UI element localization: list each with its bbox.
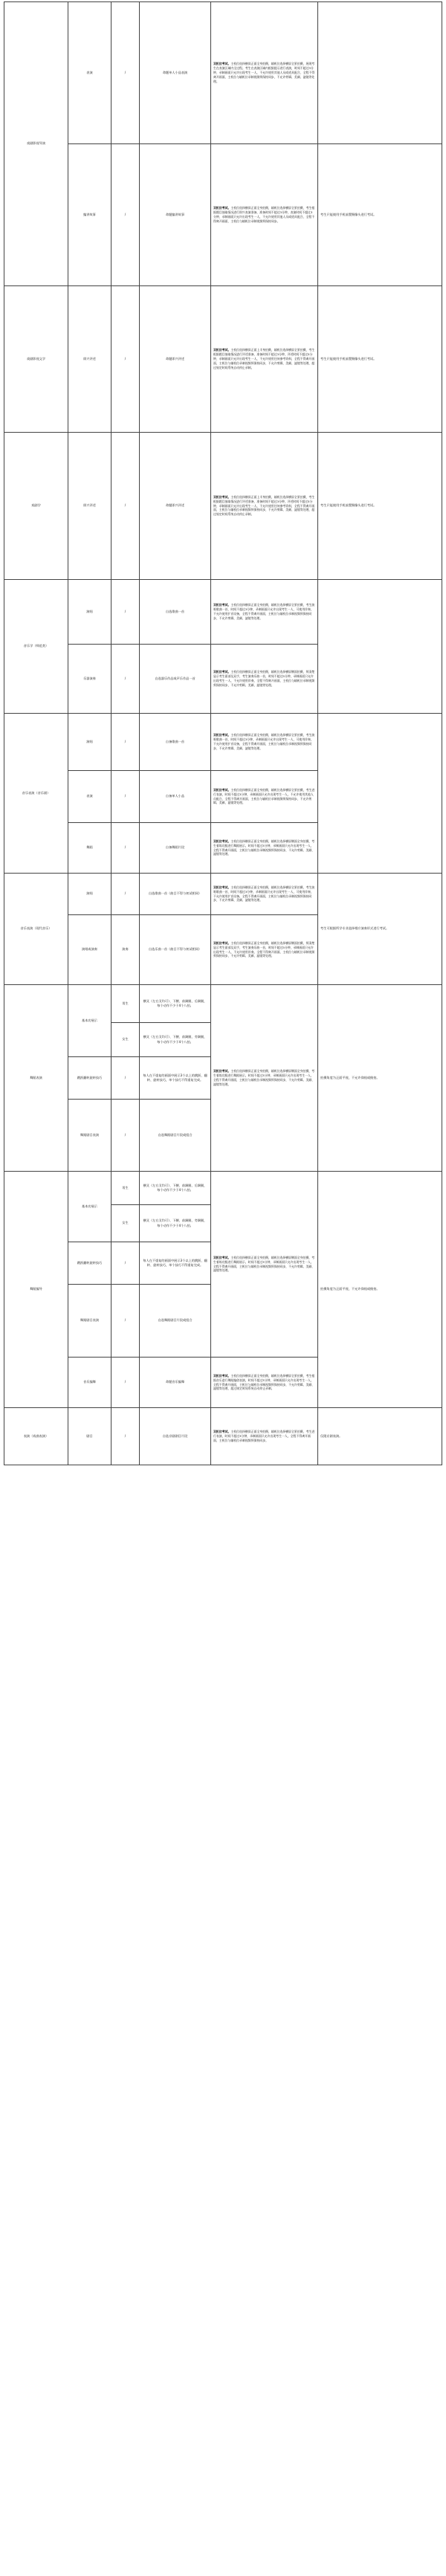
- requirement-cell: 双机位考试。主机位选择横屏正面全身拍摄，辅机位选择横屏侧面全身拍摄，考生着练功服进行舞蹈展示，时间不超过3分钟，录制画面只允许出现考生一人，全程不得离开画面，主机位与辅机位录制视频须保持同步，不允许剪辑、美颜、滤镜等处理。: [211, 823, 318, 874]
- category-cell: /: [112, 286, 140, 433]
- category-cell: /: [112, 771, 140, 823]
- content-cell: 自选舞蹈剧目片段或组合: [140, 1100, 211, 1172]
- category-cell: 男生: [112, 985, 140, 1023]
- category-cell: /: [112, 433, 140, 580]
- requirement-cell: 双机位考试。主机位选择横屏正面全身拍摄，辅机位选择横屏侧面拍摄，须清楚显示考生面部及双手，考生演奏乐曲一首，时间不超过5分钟，录制画面只允许出现考生一人，不允许使用伴奏，全程不得离开画面，主机位与辅机位录制视频须保持同步，不允许剪辑、美颜、滤镜等处理。: [211, 645, 318, 714]
- note-cell: 拍摄角度为正面平视，不允许仰视或俯拍。: [318, 985, 442, 1172]
- content-cell: 自备歌曲一首: [140, 714, 211, 771]
- category-cell: /: [112, 1057, 140, 1100]
- major-cell: 舞蹈表演: [4, 985, 68, 1172]
- note-cell: 拍摄角度为正面平视，不允许仰视或俯拍。: [318, 1172, 442, 1408]
- category-cell: /: [112, 1100, 140, 1172]
- requirement-cell: 双机位考试。主机位选择横屏正面全身拍摄，辅机位选择横屏全景拍摄，展现考生在表演区域内全过程。考生在表演区域内根据提示进行表演，时间不超过3分钟，录制画面只允许出现考生一人，不允许使用其他人员或道具配合，全程不得离开画面，主机位与辅机位录制视频须保持同步，不允许剪辑、美颜、滤镜等处理。: [211, 2, 318, 144]
- note-cell: [318, 714, 442, 874]
- major-cell: 舞蹈编导: [4, 1172, 68, 1408]
- note-cell: 考生可根据所学专业选择相应演奏形式进行考试。: [318, 874, 442, 985]
- requirement-cell: 双机位考试。主机位选择横屏正面全身拍摄，辅机位选择横屏全景拍摄，考生演唱歌曲一首，时间不超过3分钟，录制画面只允许出现考生一人，可使用伴奏，不允许使用扩音设备，全程不得离开画面，主机位与辅机位录制视频须保持同步，不允许剪辑、美颜、滤镜等处理。: [211, 714, 318, 771]
- subject-cell: 表演: [68, 771, 112, 823]
- category-cell: /: [112, 874, 140, 915]
- requirement-cell: 双机位考试。主机位选择横屏正面上半身拍摄，辅机位选择横屏全景拍摄，考生根据题目抽取情况进行评述准备，准备时间不超过3分钟，评述时间不超过5分钟，录制画面只允许出现考生一人，不允许使用任何参考资料，全程不得离开画面，主机位与辅机位录制视频须保持同步，不允许剪辑、美颜、滤镜等处理，超过规定时间系统自动停止录制。: [211, 286, 318, 433]
- content-cell: 横叉（左右叉均可）、下腰、前踢腿、旁踢腿，每个动作不少于4个八拍。: [140, 1023, 211, 1057]
- table-row: [4, 874, 442, 915]
- requirement-cell: 双机位考试。主机位选择横屏正面全身拍摄，辅机位选择横屏全景拍摄，考生演唱歌曲一首，时间不超过3分钟，录制画面只允许出现考生一人，可使用伴奏，不允许使用扩音设备，全程不得离开画面，主机位与辅机位录制视频须保持同步，不允许剪辑、美颜、滤镜等处理。: [211, 874, 318, 915]
- subject-cell: 音乐编舞: [68, 1358, 112, 1408]
- table-row: [4, 286, 442, 433]
- content-cell: 命题即兴评述: [140, 286, 211, 433]
- requirement-cell: 双机位考试。主机位选择横屏正面全身拍摄，辅机位选择横屏全景拍摄，考生根据题目抽取情况进行即兴表演准备，准备时间不超过3分钟，表演时间不超过3分钟，录制画面只允许出现考生一人，不允许使用其他人员或道具配合，全程不得离开画面，主机位与辅机位录制视频须保持同步。: [211, 144, 318, 286]
- category-cell: /: [112, 1242, 140, 1285]
- requirement-cell: 双机位考试。主机位选择横屏正面全身拍摄，辅机位选择横屏侧面拍摄，须清楚显示考生面部及双手，考生演奏乐曲一首，时间不超过5分钟，录制画面只允许出现考生一人，不允许使用伴奏，全程不得离开画面，主机位与辅机位录制视频须保持同步，不允许剪辑、美颜、滤镜等处理。: [211, 915, 318, 985]
- major-cell: 音乐学（师范类）: [4, 580, 68, 714]
- exam-requirements-table: [4, 1, 442, 1465]
- note-cell: [318, 580, 442, 714]
- subject-cell: 演唱或演奏: [68, 915, 112, 985]
- content-cell: 命题音乐编舞: [140, 1358, 211, 1408]
- table-row: [4, 985, 442, 1023]
- note-cell: 考生只能使用手机前置摄像头进行考试。: [318, 433, 442, 580]
- subject-cell: 基本功展示: [68, 985, 112, 1057]
- table-row: [4, 144, 442, 286]
- major-cell: 戏剧影视文学: [4, 286, 68, 433]
- table-row: [4, 1408, 442, 1465]
- content-cell: 自选舞蹈剧目片段或组合: [140, 1285, 211, 1358]
- content-cell: 自选乐曲一首（曲目不得与初试相同）: [140, 915, 211, 985]
- major-cell: 戏剧影视导演: [4, 2, 68, 286]
- requirement-cell: 双机位考试。主机位选择横屏正面全身拍摄，辅机位选择横屏全景拍摄，考生进行表演，时间不超过3分钟，录制画面只允许出现考生一人，不允许使用其他人员配合，全程不得离开画面，主机位与辅机位录制视频须保持同步，不允许剪辑、美颜、滤镜等处理。: [211, 771, 318, 823]
- table-row: [4, 433, 442, 580]
- content-cell: 命题单人小品表演: [140, 2, 211, 144]
- content-cell: 每人在不重复的画面中展示3个以上的跳跃、翻转、旋转技巧，单个技巧不得重复完成。: [140, 1242, 211, 1285]
- content-cell: 自备舞蹈片段: [140, 823, 211, 874]
- category-cell: /: [112, 1358, 140, 1408]
- subject-cell: 舞蹈剧目表演: [68, 1100, 112, 1172]
- category-cell: /: [112, 580, 140, 645]
- subject-cell: 剧目: [68, 1408, 112, 1465]
- category-cell: /: [112, 1408, 140, 1465]
- content-cell: 自选器乐作品或声乐作品一首: [140, 645, 211, 714]
- subject-cell: 基本功展示: [68, 1172, 112, 1242]
- subject-cell: 演唱: [68, 874, 112, 915]
- requirement-cell: 双机位考试。主机位选择横屏正面全身拍摄，辅机位选择横屏侧面全身拍摄，考生着练功服进行舞蹈展示，时间不超过3分钟，录制画面只允许出现考生一人，全程不得离开画面，主机位与辅机位录制视频须保持同步，不允许剪辑、美颜、滤镜等处理。: [211, 1172, 318, 1358]
- category-cell: /: [112, 144, 140, 286]
- requirement-cell: 双机位考试。主机位选择横屏正面全身拍摄，辅机位选择横屏全景拍摄，考生根据音乐进行舞蹈编创表演，时间不超过3分钟，录制画面只允许出现考生一人，全程不得离开画面，主机位与辅机位录制视频须保持同步，不允许剪辑、美颜、滤镜等处理，超过规定时间系统自动停止录制。: [211, 1358, 318, 1408]
- subject-cell: 舞蹈剧目表演: [68, 1285, 112, 1358]
- subject-cell: 舞蹈: [68, 823, 112, 874]
- major-cell: 音乐表演（音乐剧）: [4, 714, 68, 874]
- category-cell: /: [112, 645, 140, 714]
- content-cell: 自选歌曲一首（曲目不得与初试相同）: [140, 874, 211, 915]
- requirement-cell: 双机位考试。主机位选择横屏正面全身拍摄，辅机位选择横屏全景拍摄，考生进行表演，时间不超过3分钟，录制画面只允许出现考生一人，全程不得离开画面，主机位与辅机位录制视频须保持同步。: [211, 1408, 318, 1465]
- content-cell: 命题即兴评述: [140, 433, 211, 580]
- requirement-cell: 双机位考试。主机位选择横屏正面全身拍摄，辅机位选择横屏全景拍摄，考生演唱歌曲一首，时间不超过3分钟，录制画面只允许出现考生一人，可使用伴奏，不允许使用扩音设备，全程不得离开画面，主机位与辅机位录制视频须保持同步，不允许剪辑、美颜、滤镜等处理。: [211, 580, 318, 645]
- requirement-cell: 双机位考试。主机位选择横屏正面上半身拍摄，辅机位选择横屏全景拍摄，考生根据题目抽取情况进行评述准备，准备时间不超过3分钟，评述时间不超过5分钟，录制画面只允许出现考生一人，不允许使用任何参考资料，全程不得离开画面，主机位与辅机位录制视频须保持同步，不允许剪辑、美颜、滤镜等处理，超过规定时间系统自动停止录制。: [211, 433, 318, 580]
- subject-cell: 即兴评述: [68, 433, 112, 580]
- subject-cell: 编讲故事: [68, 144, 112, 286]
- table-row: [4, 2, 442, 144]
- note-cell: 考生只能使用手机前置摄像头进行考试。: [318, 144, 442, 286]
- category-cell: 演奏: [112, 915, 140, 985]
- subject-cell: 跳跃翻转旋转技巧: [68, 1242, 112, 1285]
- content-cell: 横叉（左右叉均可）、下腰、前踢腿、后踢腿，每个动作不少于4个八拍。: [140, 1172, 211, 1205]
- content-cell: 横叉（左右叉均可）、下腰、前踢腿、后踢腿，每个动作不少于4个八拍。: [140, 985, 211, 1023]
- content-cell: 自选京剧剧目片段: [140, 1408, 211, 1465]
- content-cell: 自选歌曲一首: [140, 580, 211, 645]
- content-cell: 横叉（左右叉均可）、下腰、前踢腿、旁踢腿，每个动作不少于4个八拍。: [140, 1205, 211, 1242]
- category-cell: /: [112, 2, 140, 144]
- table-row: [4, 714, 442, 771]
- requirement-cell: 双机位考试。主机位选择横屏正面全身拍摄，辅机位选择横屏侧面全身拍摄，考生着练功服进行舞蹈展示，时间不超过3分钟，录制画面只允许出现考生一人，全程不得离开画面，主机位与辅机位录制视频须保持同步，不允许剪辑、美颜、滤镜等处理。: [211, 985, 318, 1172]
- category-cell: /: [112, 1285, 140, 1358]
- subject-cell: 跳跃翻转旋转技巧: [68, 1057, 112, 1100]
- subject-cell: 表演: [68, 2, 112, 144]
- content-cell: 自备单人小品: [140, 771, 211, 823]
- category-cell: /: [112, 714, 140, 771]
- content-cell: 每人在不重复的画面中展示3个以上的跳跃、翻转、旋转技巧，单个技巧不得重复完成。: [140, 1057, 211, 1100]
- table-row: [4, 580, 442, 645]
- major-cell: 戏剧学: [4, 433, 68, 580]
- subject-cell: 即兴评述: [68, 286, 112, 433]
- note-cell: 考生只能使用手机前置摄像头进行考试。: [318, 286, 442, 433]
- major-cell: 表演（戏曲表演）: [4, 1408, 68, 1465]
- subject-cell: 演唱: [68, 580, 112, 645]
- note-cell: 仅限京剧表演。: [318, 1408, 442, 1465]
- major-cell: 音乐表演（现代音乐）: [4, 874, 68, 985]
- subject-cell: 演唱: [68, 714, 112, 771]
- category-cell: /: [112, 823, 140, 874]
- category-cell: 女生: [112, 1023, 140, 1057]
- category-cell: 女生: [112, 1205, 140, 1242]
- subject-cell: 乐器演奏: [68, 645, 112, 714]
- note-cell: [318, 2, 442, 144]
- content-cell: 命题编讲故事: [140, 144, 211, 286]
- table-row: [4, 1172, 442, 1205]
- category-cell: 男生: [112, 1172, 140, 1205]
